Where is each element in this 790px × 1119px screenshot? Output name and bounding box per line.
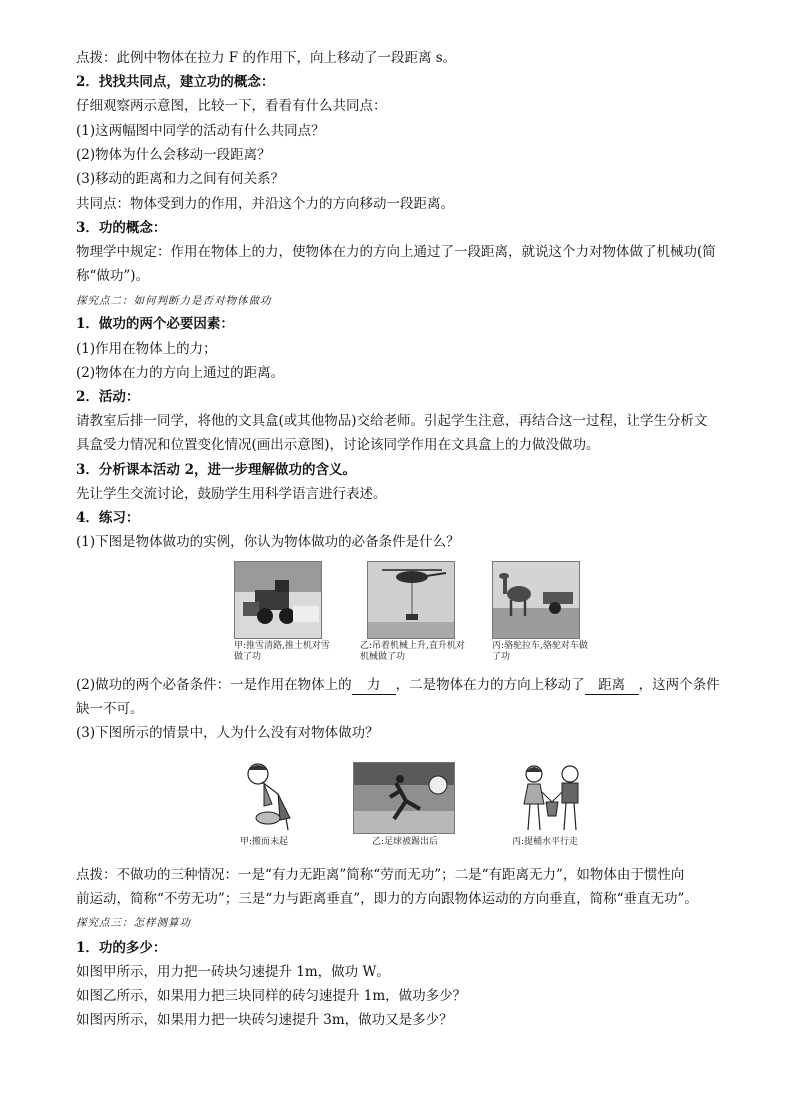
paragraph: 仔细观察两示意图，比较一下，看看有什么共同点： (76, 98, 387, 114)
camel-cart-photo (492, 561, 580, 639)
paragraph: 称“做功”)。 (76, 268, 150, 284)
hint-line: 点拨：不做功的三种情况：一是“有力无距离”简称“劳而无功”；二是“有距离无力”，如物体由于惯性向 (76, 867, 685, 883)
section-heading: 3．功的概念： (76, 220, 167, 236)
paragraph: 请教室后排一同学，将他的文具盒(或其他物品)交给老师。引起学生注意，再结合这一过程，让学生分析文 (76, 413, 708, 429)
section-heading: 1．功的多少： (76, 940, 167, 956)
question-item: (3)下图所示的情景中，人为什么没有对物体做功？ (76, 725, 379, 741)
figure-caption: 丙:骆驼拉车,骆驼对车做了功 (492, 641, 588, 662)
section-heading: 3．分析课本活动 2，进一步理解做功的含义。 (76, 462, 356, 478)
paragraph: 共同点：物体受到力的作用，并沿这个力的方向移动一段距离。 (76, 196, 454, 212)
helicopter-photo (367, 561, 455, 639)
paragraph: 如图甲所示，用力把一砖块匀速提升 1m，做功 W。 (76, 964, 390, 980)
list-item: (1)作用在物体上的力； (76, 341, 217, 357)
question-item: (3)移动的距离和力之间有何关系？ (76, 171, 285, 187)
subsection-title: 探究点二：如何判断力是否对物体做功 (76, 295, 272, 307)
paragraph: 先让学生交流讨论，鼓励学生用科学语言进行表述。 (76, 486, 387, 502)
section-heading: 2．活动： (76, 389, 140, 405)
figure-caption: 乙:吊着机械上升,直升机对机械做了功 (360, 641, 465, 662)
question-text: (2)做功的两个必备条件：一是作用在物体上的 (76, 677, 352, 693)
question-item: (1)下图是物体做功的实例，你认为物体做功的必备条件是什么？ (76, 534, 460, 550)
question-item: (1)这两幅图中同学的活动有什么共同点？ (76, 123, 325, 139)
question-text: ，二是物体在力的方向上移动了 (395, 677, 585, 693)
hint-line: 点拨：此例中物体在拉力 F 的作用下，向上移动了一段距离 s。 (76, 50, 457, 66)
list-item: (2)物体在力的方向上通过的距离。 (76, 365, 285, 381)
figure-caption: 甲:搬而未起 (240, 837, 289, 847)
question-item: (2)物体为什么会移动一段距离？ (76, 147, 271, 163)
paragraph: 如图丙所示，如果用力把一块砖匀速提升 3m，做功又是多少？ (76, 1012, 453, 1028)
paragraph: 物理学中规定：作用在物体上的力，使物体在力的方向上通过了一段距离，就说这个力对物体做了机械功(简 (76, 244, 716, 260)
figure-caption: 丙:提桶水平行走 (512, 837, 579, 847)
paragraph: 具盒受力情况和位置变化情况(画出示意图)，讨论该同学作用在文具盒上的力做没做功。 (76, 437, 600, 453)
hint-line: 前运动，简称“不劳无功”；三是“力与距离垂直”，即力的方向跟物体运动的方向垂直，简称“垂直无功”。 (76, 891, 698, 907)
answer-blank: 距离 (585, 676, 639, 695)
subsection-title: 探究点三：怎样测算功 (76, 917, 191, 929)
kids-carrying-bucket-drawing (506, 762, 596, 834)
question-text: ，这两个条件 (638, 677, 720, 693)
section-heading: 4．练习： (76, 510, 140, 526)
soccer-kick-photo (353, 762, 455, 834)
girl-lifting-drawing (234, 760, 306, 832)
paragraph: 缺一不可。 (76, 701, 144, 717)
figure-caption: 甲:推雪清路,推土机对雪做了功 (234, 641, 330, 662)
figure-caption: 乙:足球被踢出后 (372, 837, 439, 847)
answer-blank: 力 (352, 676, 396, 695)
paragraph: 如图乙所示，如果用力把三块同样的砖匀速提升 1m，做功多少？ (76, 988, 467, 1004)
section-heading: 2．找找共同点，建立功的概念： (76, 74, 275, 90)
section-heading: 1．做功的两个必要因素： (76, 316, 234, 332)
bulldozer-photo (234, 561, 322, 639)
fill-in-question (76, 676, 720, 695)
